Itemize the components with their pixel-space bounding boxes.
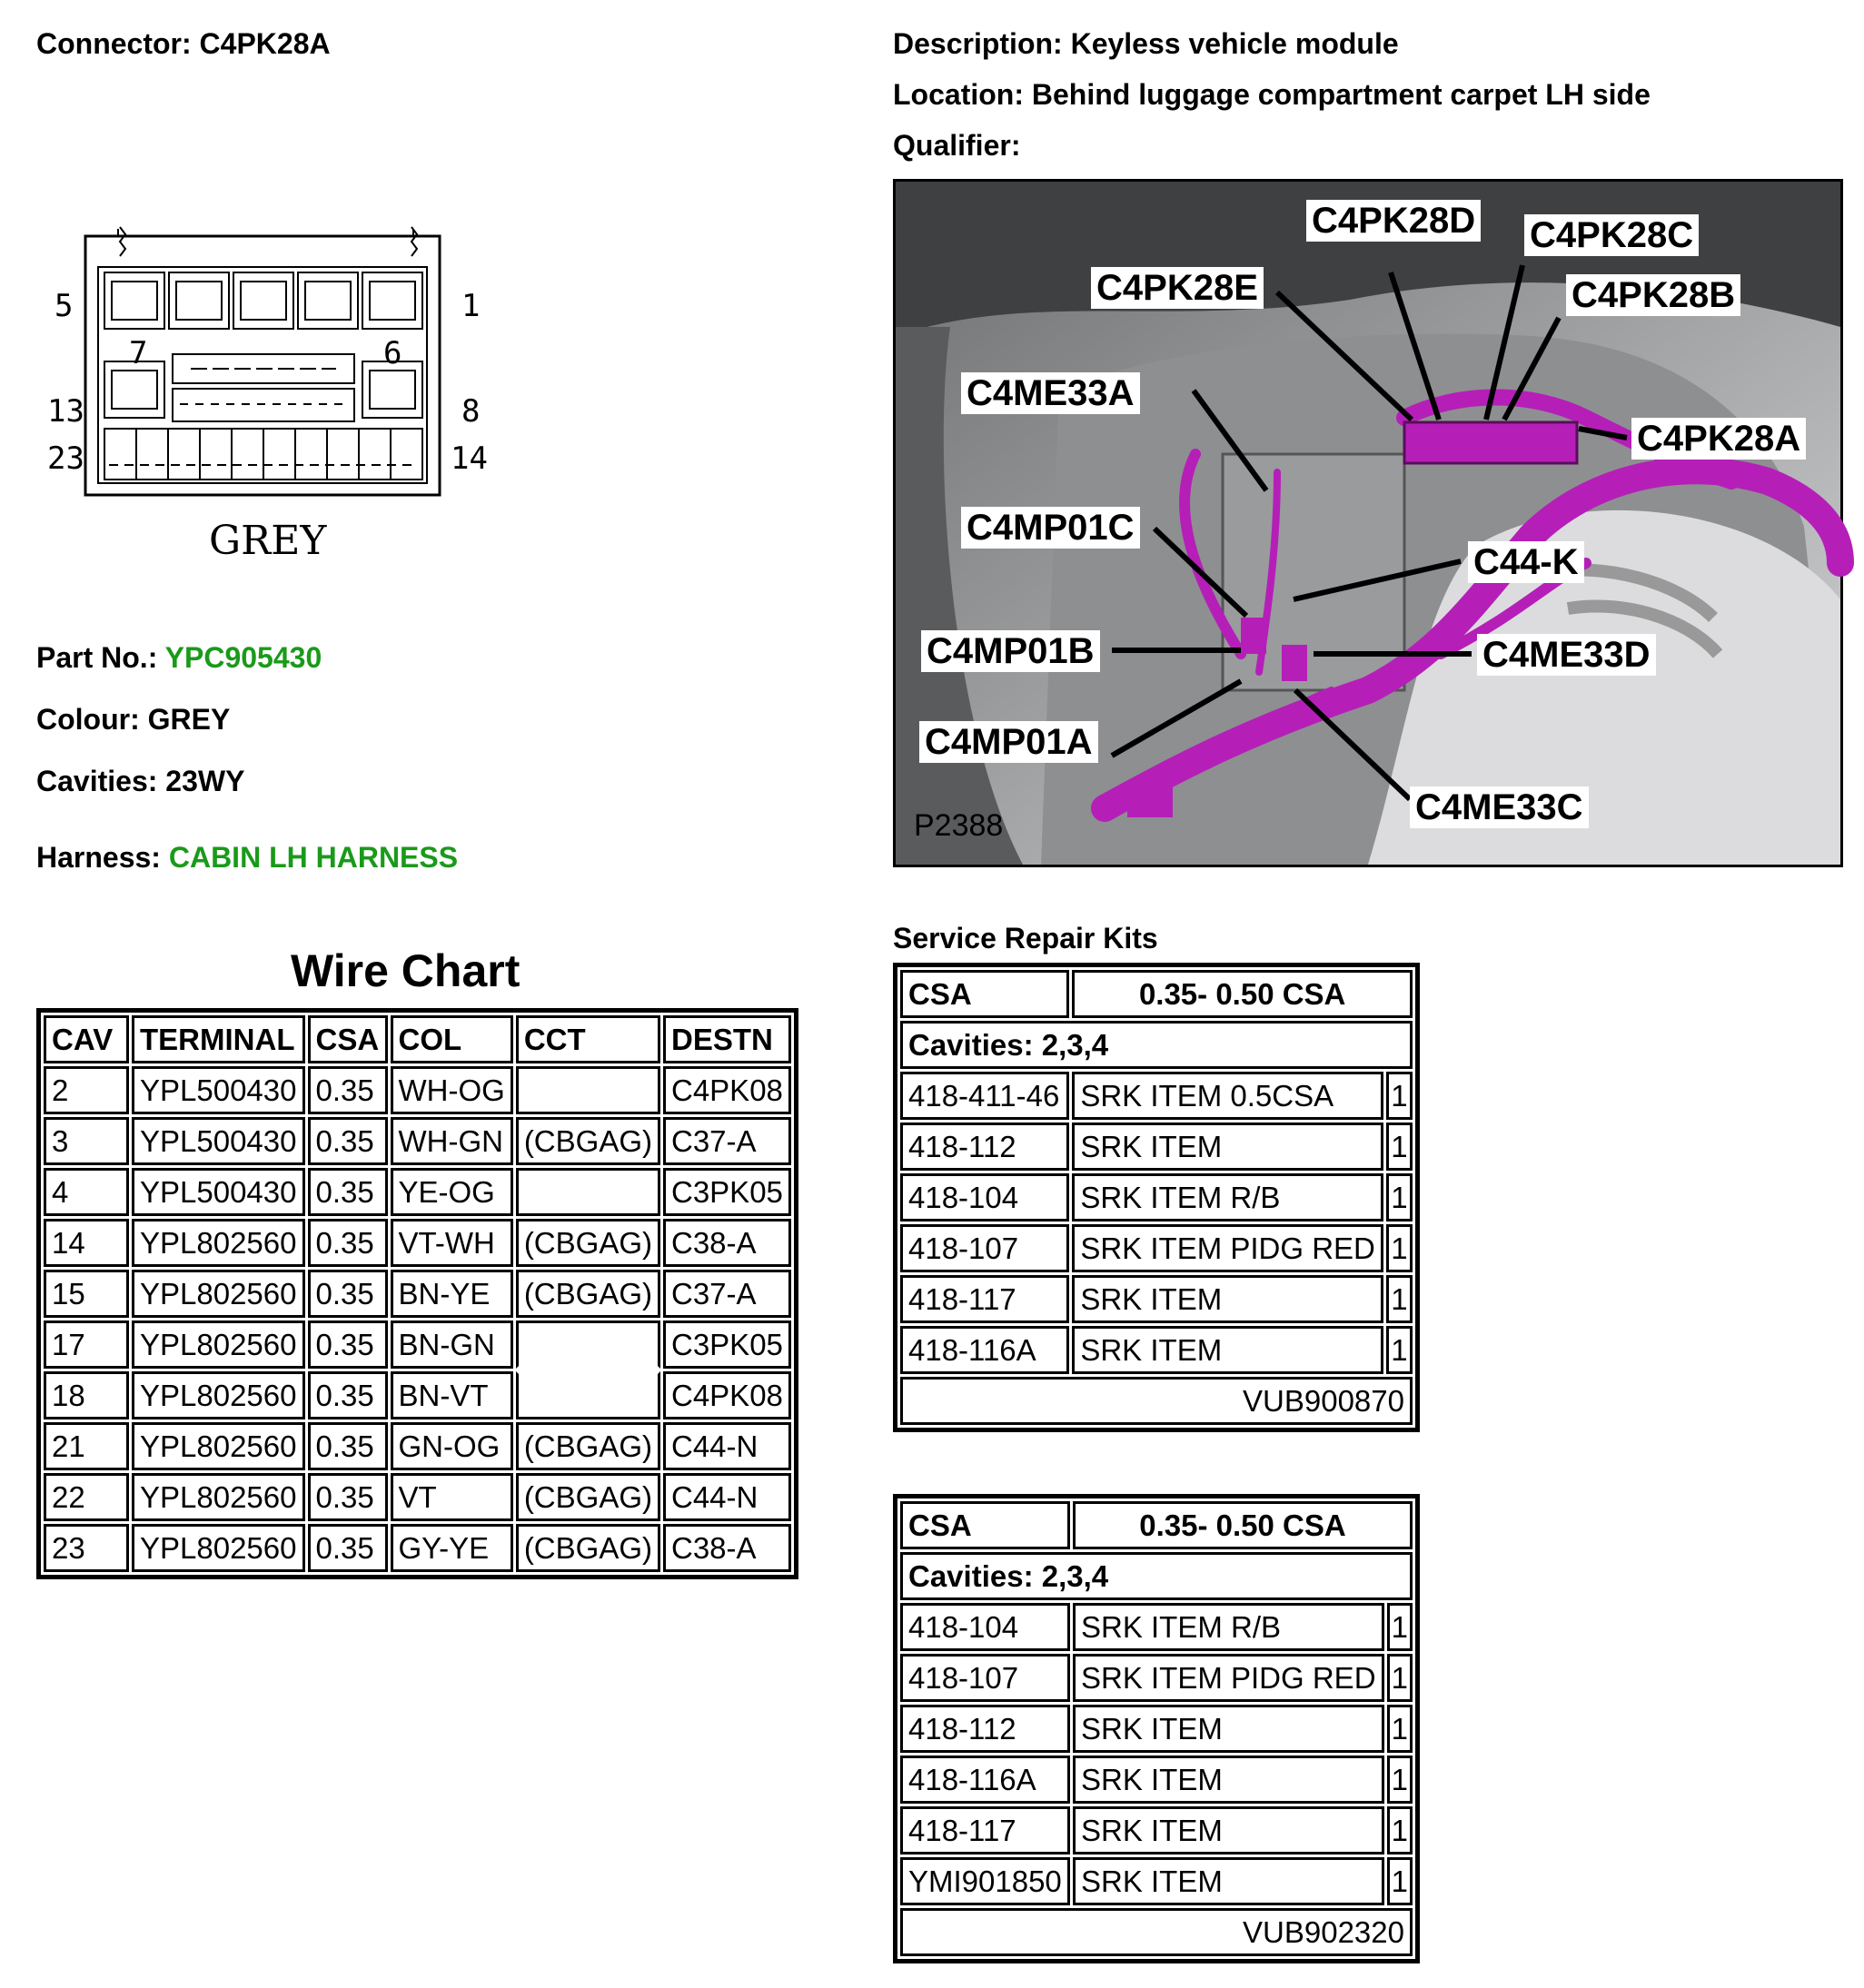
image-reference: P2388: [914, 808, 1004, 843]
callout-c4pk28c: C4PK28C: [1524, 214, 1699, 256]
kit-item-row: [900, 1072, 1413, 1120]
kit-item-row: [900, 1857, 1413, 1905]
kit-csa-value: 0.35- 0.50 CSA: [1073, 1501, 1413, 1549]
part-no-label: Part No.:: [36, 641, 158, 674]
connector-value: C4PK28A: [199, 27, 331, 60]
callout-c4mp01b: C4MP01B: [921, 630, 1100, 672]
kit-item-desc: SRK ITEM PIDG RED: [1072, 1224, 1383, 1272]
kit-item-desc: SRK ITEM: [1073, 1857, 1384, 1905]
pin-label-8: 8: [461, 393, 481, 430]
wire-chart-title: Wire Chart: [291, 945, 521, 996]
cell-col: GY-YE: [391, 1524, 513, 1572]
cell-col: BN-VT: [391, 1371, 513, 1419]
kit-item-qty: 1: [1387, 1603, 1413, 1651]
cell-cct: (CBGAG): [516, 1473, 660, 1521]
kit-item-desc: SRK ITEM 0.5CSA: [1072, 1072, 1383, 1120]
table-row: [44, 1270, 791, 1318]
cell-csa: 0.35: [308, 1117, 388, 1165]
cell-terminal: YPL500430: [132, 1117, 305, 1165]
table-row: [44, 1168, 791, 1216]
cell-cct: (CBGAG): [516, 1270, 660, 1318]
col-header-cav: CAV: [44, 1015, 129, 1063]
callout-c4pk28d: C4PK28D: [1306, 200, 1481, 242]
cavities-label: Cavities:: [36, 765, 158, 797]
cell-cav: 4: [44, 1168, 129, 1216]
cell-destn: C38-A: [663, 1524, 791, 1572]
kit-number: VUB900870: [900, 1377, 1413, 1425]
table-row: [44, 1524, 791, 1572]
cell-destn: C44-N: [663, 1473, 791, 1521]
cell-col: GN-OG: [391, 1422, 513, 1470]
wire-chart-table: [36, 1008, 798, 1579]
kit-item-code: 418-112: [900, 1705, 1070, 1753]
kit-item-desc: SRK ITEM: [1072, 1275, 1383, 1323]
cell-col: VT: [391, 1473, 513, 1521]
connector-label: Connector:: [36, 27, 192, 60]
part-no-link[interactable]: YPC905430: [164, 641, 322, 674]
callout-c4me33d: C4ME33D: [1477, 634, 1656, 676]
col-header-col: COL: [391, 1015, 513, 1063]
kit-csa-row: [900, 1501, 1413, 1549]
callout-c44-k: C44-K: [1468, 541, 1584, 583]
cell-csa: 0.35: [308, 1371, 388, 1419]
cell-cav: 15: [44, 1270, 129, 1318]
pin-label-7: 7: [129, 335, 148, 371]
kit-csa-label: CSA: [900, 970, 1069, 1018]
cell-destn: C4PK08: [663, 1371, 791, 1419]
cell-col: BN-YE: [391, 1270, 513, 1318]
pin-label-1: 1: [461, 288, 481, 324]
pin-label-6: 6: [383, 335, 402, 371]
pin-label-23: 23: [47, 440, 84, 477]
cell-cav: 23: [44, 1524, 129, 1572]
col-header-destn: DESTN: [663, 1015, 791, 1063]
location-label: Location:: [893, 78, 1024, 111]
col-header-cct: CCT: [516, 1015, 660, 1063]
kit-item-qty: 1: [1386, 1275, 1413, 1323]
repair-kit-table-2: [893, 1494, 1420, 1963]
callout-c4mp01c: C4MP01C: [961, 507, 1140, 549]
kit-cavities-row: [900, 1552, 1413, 1600]
cell-cct: [516, 1168, 660, 1216]
pin-label-5: 5: [55, 288, 74, 324]
col-header-csa: CSA: [308, 1015, 388, 1063]
kit-item-desc: SRK ITEM: [1072, 1326, 1383, 1374]
cell-terminal: YPL802560: [132, 1371, 305, 1419]
kit-item-row: [900, 1173, 1413, 1221]
cell-csa: 0.35: [308, 1524, 388, 1572]
kit-item-row: [900, 1756, 1413, 1804]
cell-terminal: YPL802560: [132, 1270, 305, 1318]
cavities-value: 23WY: [165, 765, 245, 797]
cell-col: BN-GN: [391, 1320, 513, 1369]
cell-cct: [516, 1066, 660, 1114]
cell-cav: 2: [44, 1066, 129, 1114]
kit-item-desc: SRK ITEM R/B: [1072, 1173, 1383, 1221]
table-row: [44, 1320, 791, 1369]
kit-item-code: YMI901850: [900, 1857, 1070, 1905]
colour-label: Colour:: [36, 703, 140, 736]
kit-csa-value: 0.35- 0.50 CSA: [1072, 970, 1413, 1018]
cavities-line: [36, 765, 244, 798]
location-value: Behind luggage compartment carpet LH side: [1031, 78, 1651, 111]
kit-item-qty: 1: [1386, 1173, 1413, 1221]
cell-terminal: YPL500430: [132, 1168, 305, 1216]
kit-number-row: [900, 1377, 1413, 1425]
table-row: [44, 1117, 791, 1165]
cell-cct: (CBGAG): [516, 1524, 660, 1572]
cell-cct: (CBGAG): [516, 1422, 660, 1470]
harness-line: [36, 841, 458, 875]
callout-c4pk28e: C4PK28E: [1091, 267, 1264, 309]
table-row: [44, 1066, 791, 1114]
kit-item-desc: SRK ITEM R/B: [1073, 1603, 1384, 1651]
table-row: [44, 1473, 791, 1521]
kit-item-desc: SRK ITEM: [1073, 1806, 1384, 1854]
cell-terminal: YPL802560: [132, 1422, 305, 1470]
kit-item-code: 418-411-46: [900, 1072, 1069, 1120]
cell-col: WH-GN: [391, 1117, 513, 1165]
cell-cav: 21: [44, 1422, 129, 1470]
cell-csa: 0.35: [308, 1422, 388, 1470]
cell-csa: 0.35: [308, 1270, 388, 1318]
kit-cavities: Cavities: 2,3,4: [900, 1021, 1413, 1069]
kit-item-row: [900, 1123, 1413, 1171]
connector-heading: [36, 27, 331, 61]
cell-cav: 14: [44, 1219, 129, 1267]
part-no-line: [36, 641, 322, 675]
cell-cct: (CBGAG): [516, 1219, 660, 1267]
kit-cavities-row: [900, 1021, 1413, 1069]
kit-number-row: [900, 1908, 1413, 1956]
harness-label: Harness:: [36, 841, 161, 874]
kit-cavities: Cavities: 2,3,4: [900, 1552, 1413, 1600]
service-repair-kits-title: Service Repair Kits: [893, 922, 1158, 954]
wire-chart-header-row: [44, 1015, 791, 1063]
kit-item-qty: 1: [1387, 1857, 1413, 1905]
colour-value: GREY: [147, 703, 231, 736]
kit-item-desc: SRK ITEM: [1072, 1123, 1383, 1171]
cell-terminal: YPL802560: [132, 1219, 305, 1267]
col-header-terminal: TERMINAL: [132, 1015, 305, 1063]
kit-item-qty: 1: [1386, 1072, 1413, 1120]
qualifier-label: Qualifier:: [893, 129, 1021, 162]
callout-c4pk28a: C4PK28A: [1631, 418, 1806, 460]
kit-item-code: 418-116A: [900, 1326, 1069, 1374]
cell-destn: C4PK08: [663, 1066, 791, 1114]
cell-terminal: YPL500430: [132, 1066, 305, 1114]
kit-csa-row: [900, 970, 1413, 1018]
kit-item-code: 418-104: [900, 1173, 1069, 1221]
cell-col: WH-OG: [391, 1066, 513, 1114]
kit-csa-label: CSA: [900, 1501, 1070, 1549]
kit-item-code: 418-117: [900, 1275, 1069, 1323]
cell-destn: C3PK05: [663, 1168, 791, 1216]
kit-item-row: [900, 1224, 1413, 1272]
cell-csa: 0.35: [308, 1219, 388, 1267]
cell-cct: [516, 1371, 660, 1419]
cell-col: YE-OG: [391, 1168, 513, 1216]
callout-c4me33c: C4ME33C: [1410, 786, 1589, 828]
callout-c4pk28b: C4PK28B: [1566, 274, 1740, 316]
kit-item-row: [900, 1603, 1413, 1651]
kit-item-row: [900, 1806, 1413, 1854]
kit-item-qty: 1: [1387, 1806, 1413, 1854]
kit-item-row: [900, 1705, 1413, 1753]
colour-line: [36, 703, 230, 737]
cell-destn: C37-A: [663, 1117, 791, 1165]
kit-item-code: 418-116A: [900, 1756, 1070, 1804]
cell-terminal: YPL802560: [132, 1320, 305, 1369]
cell-terminal: YPL802560: [132, 1473, 305, 1521]
kit-item-qty: 1: [1386, 1123, 1413, 1171]
kit-item-code: 418-112: [900, 1123, 1069, 1171]
cell-col: VT-WH: [391, 1219, 513, 1267]
kit-item-desc: SRK ITEM: [1073, 1756, 1384, 1804]
cell-cav: 18: [44, 1371, 129, 1419]
callout-c4me33a: C4ME33A: [961, 372, 1140, 414]
connector-face-diagram: [47, 227, 527, 572]
table-row: [44, 1219, 791, 1267]
cell-cav: 22: [44, 1473, 129, 1521]
kit-number: VUB902320: [900, 1908, 1413, 1956]
cell-cav: 17: [44, 1320, 129, 1369]
kit-item-qty: 1: [1387, 1705, 1413, 1753]
cell-destn: C37-A: [663, 1270, 791, 1318]
kit-item-row: [900, 1326, 1413, 1374]
description-value: Keyless vehicle module: [1070, 27, 1399, 60]
kit-item-row: [900, 1654, 1413, 1702]
repair-kit-table-1: [893, 963, 1420, 1432]
kit-item-code: 418-117: [900, 1806, 1070, 1854]
table-row: [44, 1422, 791, 1470]
description-label: Description:: [893, 27, 1063, 60]
kit-item-code: 418-104: [900, 1603, 1070, 1651]
kit-item-desc: SRK ITEM PIDG RED: [1073, 1654, 1384, 1702]
pin-label-14: 14: [451, 440, 488, 477]
cell-cav: 3: [44, 1117, 129, 1165]
location-line: [893, 78, 1651, 112]
kit-item-qty: 1: [1387, 1756, 1413, 1804]
cell-destn: C44-N: [663, 1422, 791, 1470]
location-image: [893, 179, 1843, 867]
table-row: [44, 1371, 791, 1419]
kit-item-desc: SRK ITEM: [1073, 1705, 1384, 1753]
description-line: [893, 27, 1399, 61]
cell-terminal: YPL802560: [132, 1524, 305, 1572]
kit-item-qty: 1: [1386, 1326, 1413, 1374]
callout-c4mp01a: C4MP01A: [919, 721, 1098, 763]
cell-destn: C38-A: [663, 1219, 791, 1267]
cell-csa: 0.35: [308, 1320, 388, 1369]
kit-item-row: [900, 1275, 1413, 1323]
cell-csa: 0.35: [308, 1473, 388, 1521]
kit-item-code: 418-107: [900, 1654, 1070, 1702]
harness-link[interactable]: CABIN LH HARNESS: [168, 841, 459, 874]
cell-cct: [516, 1320, 660, 1369]
kit-item-qty: 1: [1386, 1224, 1413, 1272]
kit-item-code: 418-107: [900, 1224, 1069, 1272]
cell-cct: (CBGAG): [516, 1117, 660, 1165]
cell-destn: C3PK05: [663, 1320, 791, 1369]
cell-csa: 0.35: [308, 1168, 388, 1216]
pin-label-13: 13: [47, 393, 84, 430]
kit-item-qty: 1: [1387, 1654, 1413, 1702]
cell-csa: 0.35: [308, 1066, 388, 1114]
connector-colour-label: GREY: [209, 518, 327, 564]
